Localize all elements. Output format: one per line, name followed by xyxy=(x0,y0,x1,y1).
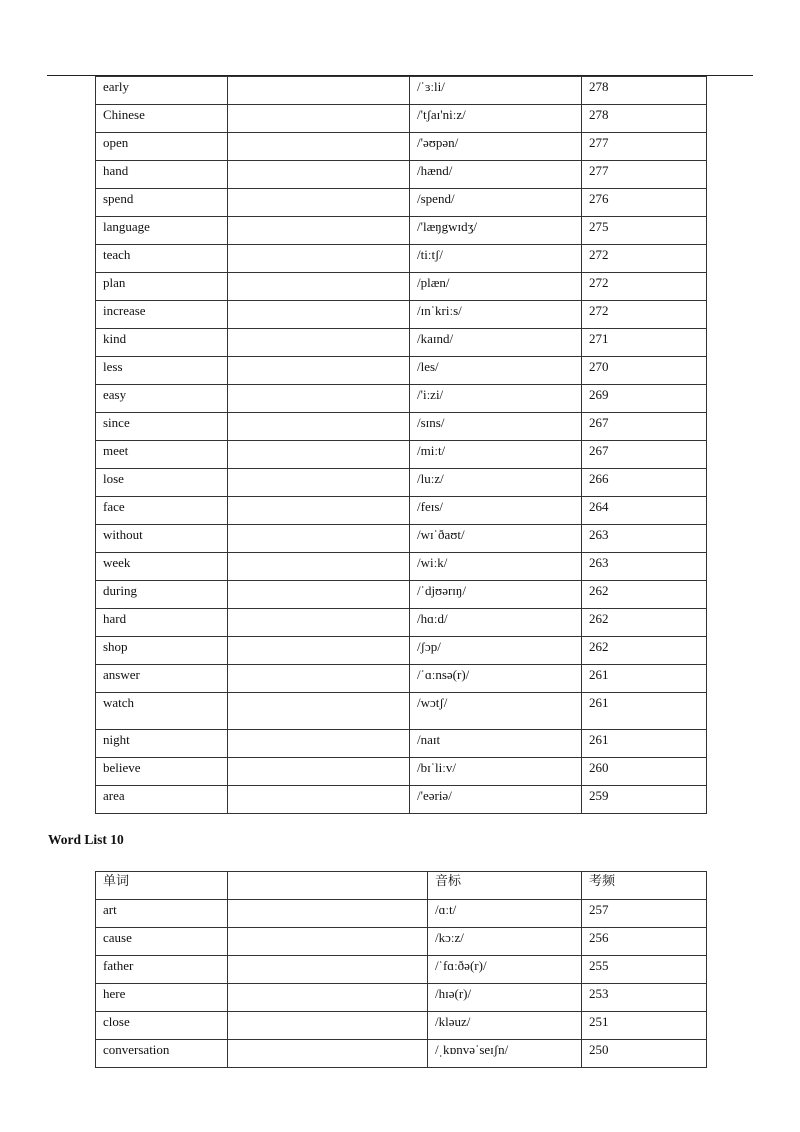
word-cell: language xyxy=(96,217,228,245)
table-row xyxy=(96,329,707,357)
table-row xyxy=(96,928,707,956)
ipa-cell: /ˌkɒnvəˈseɪʃn/ xyxy=(428,1040,582,1068)
blank-cell xyxy=(228,385,410,413)
word-cell: cause xyxy=(96,928,228,956)
freq-cell: 272 xyxy=(582,301,707,329)
ipa-cell: /naɪt xyxy=(410,730,582,758)
word-cell: area xyxy=(96,786,228,814)
ipa-cell: /'læŋgwɪdʒ/ xyxy=(410,217,582,245)
word-cell: easy xyxy=(96,385,228,413)
freq-cell: 262 xyxy=(582,581,707,609)
freq-cell: 262 xyxy=(582,637,707,665)
ipa-cell: /ˈɑːnsə(r)/ xyxy=(410,665,582,693)
blank-cell xyxy=(228,441,410,469)
ipa-cell: /'tʃaɪ'niːz/ xyxy=(410,105,582,133)
freq-cell: 277 xyxy=(582,161,707,189)
table-row xyxy=(96,469,707,497)
blank-cell xyxy=(228,105,410,133)
ipa-cell: /luːz/ xyxy=(410,469,582,497)
blank-cell xyxy=(228,357,410,385)
ipa-cell: /ˈfɑːðə(r)/ xyxy=(428,956,582,984)
freq-cell: 261 xyxy=(582,693,707,730)
table-row xyxy=(96,497,707,525)
blank-cell xyxy=(228,77,410,105)
ipa-cell: /bɪˈliːv/ xyxy=(410,758,582,786)
freq-cell: 263 xyxy=(582,525,707,553)
ipa-cell: /'eəriə/ xyxy=(410,786,582,814)
ipa-cell: /'əʊpən/ xyxy=(410,133,582,161)
word-cell: meet xyxy=(96,441,228,469)
word-cell: hand xyxy=(96,161,228,189)
ipa-cell: /wɔtʃ/ xyxy=(410,693,582,730)
table-row xyxy=(96,133,707,161)
freq-cell: 257 xyxy=(582,900,707,928)
table-row xyxy=(96,1040,707,1068)
table-row xyxy=(96,581,707,609)
word-cell: face xyxy=(96,497,228,525)
freq-cell: 250 xyxy=(582,1040,707,1068)
freq-cell: 262 xyxy=(582,609,707,637)
freq-cell: 266 xyxy=(582,469,707,497)
table-row xyxy=(96,609,707,637)
blank-cell xyxy=(228,984,428,1012)
freq-cell: 253 xyxy=(582,984,707,1012)
freq-cell: 267 xyxy=(582,413,707,441)
table-row xyxy=(96,758,707,786)
ipa-cell: /les/ xyxy=(410,357,582,385)
table-row xyxy=(96,637,707,665)
table-row xyxy=(96,956,707,984)
word-cell: conversation xyxy=(96,1040,228,1068)
blank-cell xyxy=(228,665,410,693)
ipa-cell: /wiːk/ xyxy=(410,553,582,581)
table-row xyxy=(96,525,707,553)
ipa-cell: /hɪə(r)/ xyxy=(428,984,582,1012)
table-row xyxy=(96,693,707,730)
blank-cell xyxy=(228,637,410,665)
table-row xyxy=(96,900,707,928)
blank-cell xyxy=(228,525,410,553)
freq-cell: 276 xyxy=(582,189,707,217)
word-list-title: Word List 10 xyxy=(48,832,124,847)
freq-cell: 263 xyxy=(582,553,707,581)
word-cell: answer xyxy=(96,665,228,693)
word-cell: night xyxy=(96,730,228,758)
freq-cell: 272 xyxy=(582,245,707,273)
blank-cell xyxy=(228,301,410,329)
ipa-cell: /feɪs/ xyxy=(410,497,582,525)
freq-cell: 271 xyxy=(582,329,707,357)
blank-cell xyxy=(228,928,428,956)
table-row xyxy=(96,984,707,1012)
blank-cell xyxy=(228,581,410,609)
blank-cell xyxy=(228,758,410,786)
blank-cell xyxy=(228,273,410,301)
ipa-cell: /kaɪnd/ xyxy=(410,329,582,357)
blank-cell xyxy=(228,413,410,441)
table-header-row xyxy=(96,872,707,900)
word-cell: week xyxy=(96,553,228,581)
ipa-cell: /ʃɔp/ xyxy=(410,637,582,665)
freq-cell: 272 xyxy=(582,273,707,301)
word-cell: spend xyxy=(96,189,228,217)
header-ipa: 音标 xyxy=(428,872,582,900)
word-cell: teach xyxy=(96,245,228,273)
word-cell: Chinese xyxy=(96,105,228,133)
header-blank xyxy=(228,872,428,900)
blank-cell xyxy=(228,553,410,581)
blank-cell xyxy=(228,786,410,814)
freq-cell: 251 xyxy=(582,1012,707,1040)
blank-cell xyxy=(228,693,410,730)
ipa-cell: /ɪnˈkriːs/ xyxy=(410,301,582,329)
word-cell: since xyxy=(96,413,228,441)
ipa-cell: /hænd/ xyxy=(410,161,582,189)
blank-cell xyxy=(228,245,410,273)
ipa-cell: /ɑːt/ xyxy=(428,900,582,928)
blank-cell xyxy=(228,329,410,357)
blank-cell xyxy=(228,133,410,161)
freq-cell: 261 xyxy=(582,665,707,693)
word-cell: increase xyxy=(96,301,228,329)
word-cell: watch xyxy=(96,693,228,730)
freq-cell: 269 xyxy=(582,385,707,413)
word-cell: hard xyxy=(96,609,228,637)
table-row xyxy=(96,730,707,758)
table-row xyxy=(96,105,707,133)
table-row xyxy=(96,553,707,581)
word-cell: plan xyxy=(96,273,228,301)
table-row xyxy=(96,77,707,105)
blank-cell xyxy=(228,956,428,984)
ipa-cell: /kləuz/ xyxy=(428,1012,582,1040)
ipa-cell: /miːt/ xyxy=(410,441,582,469)
ipa-cell: /hɑːd/ xyxy=(410,609,582,637)
word-cell: early xyxy=(96,77,228,105)
table-row xyxy=(96,413,707,441)
ipa-cell: /spend/ xyxy=(410,189,582,217)
table-row xyxy=(96,161,707,189)
ipa-cell: /ˈdjʊərɪŋ/ xyxy=(410,581,582,609)
blank-cell xyxy=(228,217,410,245)
word-cell: art xyxy=(96,900,228,928)
freq-cell: 264 xyxy=(582,497,707,525)
word-list-10-table xyxy=(95,871,707,1068)
table-row xyxy=(96,189,707,217)
blank-cell xyxy=(228,609,410,637)
blank-cell xyxy=(228,189,410,217)
table-row xyxy=(96,245,707,273)
table-row xyxy=(96,385,707,413)
blank-cell xyxy=(228,1012,428,1040)
word-cell: shop xyxy=(96,637,228,665)
blank-cell xyxy=(228,497,410,525)
word-cell: close xyxy=(96,1012,228,1040)
header-freq: 考频 xyxy=(582,872,707,900)
blank-cell xyxy=(228,469,410,497)
word-cell: during xyxy=(96,581,228,609)
ipa-cell: /plæn/ xyxy=(410,273,582,301)
table-row xyxy=(96,1012,707,1040)
word-cell: father xyxy=(96,956,228,984)
blank-cell xyxy=(228,730,410,758)
ipa-cell: /tiːtʃ/ xyxy=(410,245,582,273)
freq-cell: 275 xyxy=(582,217,707,245)
table-row xyxy=(96,441,707,469)
word-cell: without xyxy=(96,525,228,553)
freq-cell: 261 xyxy=(582,730,707,758)
word-cell: lose xyxy=(96,469,228,497)
ipa-cell: /kɔːz/ xyxy=(428,928,582,956)
word-cell: here xyxy=(96,984,228,1012)
ipa-cell: /ˈɜːli/ xyxy=(410,77,582,105)
header-word: 单词 xyxy=(96,872,228,900)
freq-cell: 267 xyxy=(582,441,707,469)
freq-cell: 255 xyxy=(582,956,707,984)
table-row xyxy=(96,665,707,693)
freq-cell: 277 xyxy=(582,133,707,161)
table-row xyxy=(96,217,707,245)
freq-cell: 256 xyxy=(582,928,707,956)
table-row xyxy=(96,786,707,814)
word-cell: kind xyxy=(96,329,228,357)
table-row xyxy=(96,273,707,301)
ipa-cell: /'iːzi/ xyxy=(410,385,582,413)
freq-cell: 278 xyxy=(582,77,707,105)
blank-cell xyxy=(228,161,410,189)
word-table-continued xyxy=(95,76,707,814)
table-row xyxy=(96,301,707,329)
freq-cell: 260 xyxy=(582,758,707,786)
blank-cell xyxy=(228,1040,428,1068)
blank-cell xyxy=(228,900,428,928)
freq-cell: 270 xyxy=(582,357,707,385)
ipa-cell: /wɪˈðaʊt/ xyxy=(410,525,582,553)
word-cell: believe xyxy=(96,758,228,786)
ipa-cell: /sɪns/ xyxy=(410,413,582,441)
freq-cell: 278 xyxy=(582,105,707,133)
word-cell: open xyxy=(96,133,228,161)
word-cell: less xyxy=(96,357,228,385)
table-row xyxy=(96,357,707,385)
freq-cell: 259 xyxy=(582,786,707,814)
